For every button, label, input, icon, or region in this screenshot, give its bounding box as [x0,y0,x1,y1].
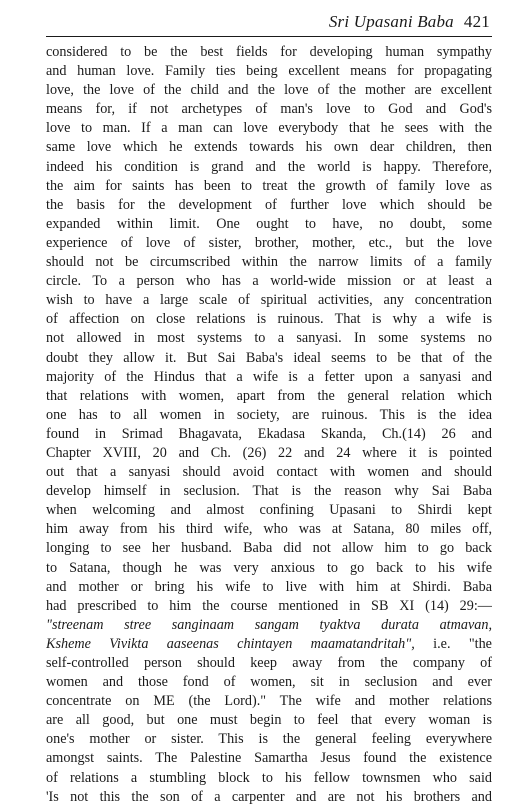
text-line: concentrate on ME (the Lord)." The wife and mother relations [46,693,492,710]
text-line: longing to see her husband. Baba did not allow him to go back [46,540,492,557]
text-line-italic [46,616,492,635]
text-line: develop himself in seclusion. That is the reason why Sai Baba [46,483,492,500]
text-line: should not be circumscribed within the narrow limits of a family [46,254,492,271]
sanskrit-verse-line: "streenam stree sanginaam sangam tyaktva durata atmavan, [46,616,492,633]
body-paragraph [46,43,492,807]
text-line: same love which he extends towards his own dear children, then [46,139,492,156]
text-line: out that a sanyasi should avoid contact with women and should [46,464,492,481]
header-rule [46,36,492,37]
text-line: Chapter XVIII, 20 and Ch. (26) 22 and 24 where it is pointed [46,444,492,461]
text-line: of affection on close relations is ruinous. That is why a wife is [46,311,492,328]
text-line: considered to be the best fields for developing human sympathy [46,44,492,60]
text-line: amongst saints. The Palestine Samartha Jesus found the existence [46,750,492,767]
text-line: found in Srimad Bhagavata, Ekadasa Skanda, Ch.(14) 26 and [46,425,492,442]
running-title: Sri Upasani Baba [328,12,454,31]
text-line: experience of love of sister, brother, mother, etc., but the love [46,234,492,251]
text-line: self-controlled person should keep away from the company of [46,655,492,671]
text-line: the aim for saints has been to treat the growth of family love as [46,177,492,194]
text-line: the basis for the development of further love which should be [46,196,492,213]
text-line: love to man. If a man can love everybody that he sees with the [46,120,492,137]
text-line-mixed [46,635,492,654]
text-line: when welcoming and almost confining Upasani to Shirdi kept [46,502,492,519]
text-line: majority of the Hindus that a wife is a fetter upon a sanyasi and [46,368,492,385]
sanskrit-verse-line: Ksheme Vivikta aaseenas chintayen maamatandritah", [46,635,415,652]
page-number: 421 [463,12,490,31]
text-line: wish to have a large scale of spiritual activities, any concentration [46,292,492,309]
text-line: doubt they allow it. But Sai Baba's ideal seems to be that of the [46,349,492,366]
verse-gloss-start: i.e. "the [433,635,492,652]
text-line: him away from his third wife, who was at Satana, 80 miles off, [46,521,492,538]
text-line: one's mother or sister. This is the general feeling everywhere [46,731,492,748]
text-line: and human love. Family ties being excellent means for propagating [46,63,492,80]
text-line: are all good, but one must begin to feel that every woman is [46,712,492,729]
text-line: women and those fond of women, sit in seclusion and ever [46,674,492,691]
text-line: one has to all women in society, are ruinous. This is the idea [46,406,492,423]
text-line: expanded within limit. One ought to have, no doubt, some [46,215,492,232]
text-line: that relations with women, apart from the general relation which [46,387,492,404]
text-line: to Satana, though he was very anxious to go back to his wife [46,559,492,576]
text-line: love, the love of the child and the love of the mother are excellent [46,82,492,99]
text-line: means for, if not archetypes of man's love to God and God's [46,101,492,118]
text-line: indeed his condition is grand and the world is happy. Therefore, [46,158,492,175]
running-head [40,12,490,34]
text-line: had prescribed to him the course mentioned in SB XI (14) 29:— [46,597,492,614]
text-line: circle. To a person who has a world-wide mission or at least a [46,273,492,290]
text-line: and mother or bring his wife to live with him at Shirdi. Baba [46,578,492,595]
text-line: 'Is not this the son of a carpenter and are not his brothers and [46,788,492,805]
text-line: not allowed in most systems to a sanyasi. In some systems no [46,330,492,347]
text-line: of relations a stumbling block to his fellow townsmen who said [46,769,492,786]
